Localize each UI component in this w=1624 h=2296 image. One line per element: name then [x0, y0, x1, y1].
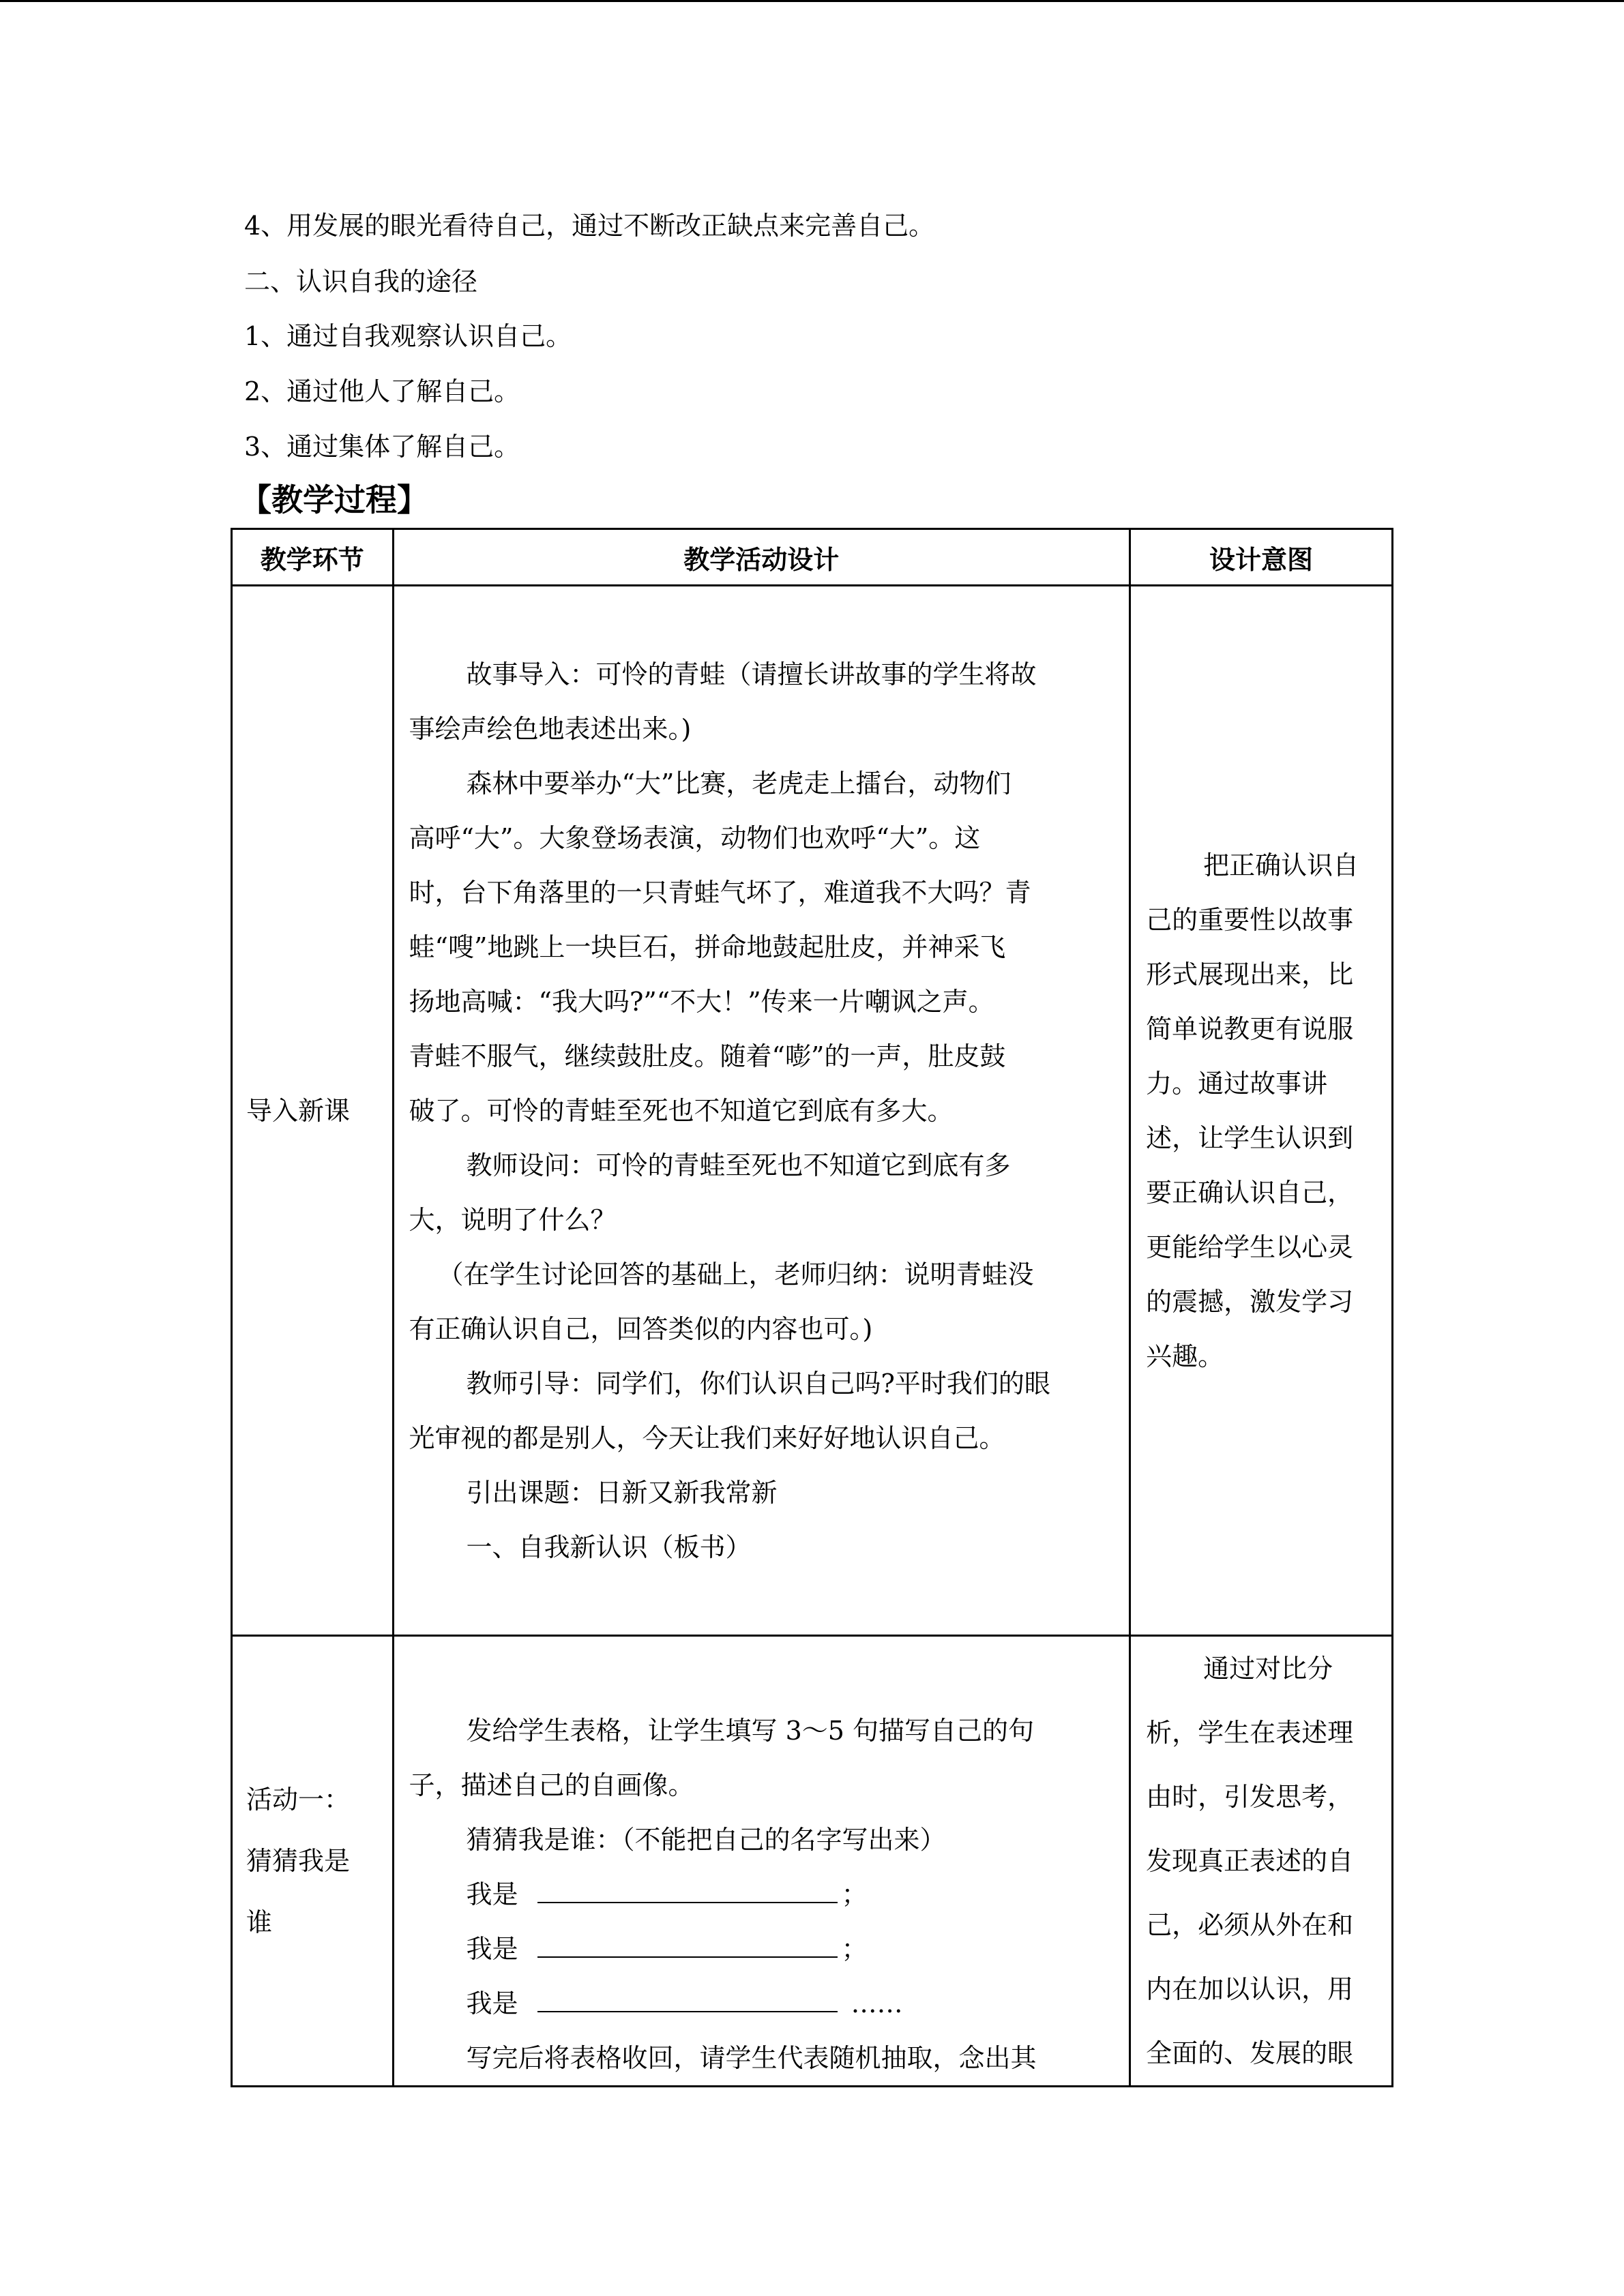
intent-text-line: 简单说教更有说服: [1146, 1013, 1354, 1044]
design-text-line: 故事导入：可怜的青蛙（请擅长讲故事的学生将故: [466, 659, 1037, 689]
fill-blank: [537, 1881, 838, 1903]
fill-line: [409, 1922, 1114, 1976]
intro-line-5: 3、通过集体了解自己。: [244, 432, 520, 462]
design-text-line: 高呼“大”。大象登场表演，动物们也欢呼“大”。这: [409, 822, 981, 853]
design-text-line: 教师引导：同学们，你们认识自己吗?平时我们的眼: [466, 1368, 1050, 1399]
intent-text-line: 要正确认识自己，: [1146, 1177, 1354, 1208]
design-text-line: 猜猜我是谁：（不能把自己的名字写出来）: [466, 1825, 946, 1855]
fill-prefix: 我是: [466, 1879, 518, 1909]
intent-text-line: 的震撼，激发学习: [1146, 1286, 1354, 1317]
table-row: [232, 586, 1393, 1636]
intent-text-line: 全面的、发展的眼: [1146, 2038, 1354, 2068]
intent-text-line: 更能给学生以心灵: [1146, 1232, 1354, 1262]
design-text-line: 教师设问：可怜的青蛙至死也不知道它到底有多: [466, 1150, 1011, 1180]
intent-text-line: 内在加以认识，用: [1146, 1974, 1354, 2004]
design-text-line: （在学生讨论回答的基础上，老师归纳：说明青蛙没: [437, 1259, 1034, 1289]
design-text-line: 写完后将表格收回，请学生代表随机抽取，念出其: [466, 2043, 1037, 2073]
stage-label-line: 谁: [246, 1907, 273, 1937]
intent-text-line: 力。通过故事讲: [1146, 1068, 1328, 1099]
design-text-line: 引出课题：日新又新我常新: [466, 1477, 778, 1508]
intent-text-line: 析，学生在表述理: [1146, 1718, 1354, 1748]
fill-prefix: 我是: [466, 1988, 518, 2018]
design-text-line: 发给学生表格，让学生填写 3～5 句描写自己的句: [466, 1716, 1035, 1746]
design-text-line: 子，描述自己的自画像。: [409, 1770, 694, 1800]
design-text-line: 扬地高喊：“我大吗?”“不大！”传来一片嘲讽之声。: [409, 986, 994, 1017]
design-text-line: 光审视的都是别人，今天让我们来好好地认识自己。: [409, 1422, 1005, 1453]
fill-blank: [537, 1991, 838, 2012]
intent-text-line: 由时，引发思考，: [1146, 1782, 1354, 1812]
design-text-line: 森林中要举办“大”比赛，老虎走上擂台，动物们: [466, 768, 1012, 799]
fill-prefix: 我是: [466, 1934, 518, 1964]
design-text-line: 大，说明了什么？: [409, 1204, 617, 1235]
stage-cell: [232, 586, 394, 1636]
lesson-table: [231, 528, 1393, 2087]
design-text-line: 时，台下角落里的一只青蛙气坏了，难道我不大吗？青: [409, 877, 1031, 908]
design-text-line: 一、自我新认识（板书）: [466, 1532, 752, 1562]
page-top-border: [0, 0, 1624, 2]
header-stage: 教学环节: [232, 529, 394, 586]
stage-label-line: 猜猜我是: [246, 1846, 351, 1876]
design-text-line: 蛙“嗖”地跳上一块巨石，拼命地鼓起肚皮，并神采飞: [409, 931, 1006, 962]
fill-line: [409, 1867, 1114, 1922]
intent-text-line: 通过对比分: [1203, 1654, 1333, 1684]
fill-suffix: ；: [841, 1934, 868, 1964]
design-text-line: 事绘声绘色地表述出来。): [409, 713, 692, 744]
stage-label: 导入新课: [246, 1095, 351, 1126]
header-design: 教学活动设计: [393, 529, 1130, 586]
header-intent: 设计意图: [1130, 529, 1393, 586]
design-text-line: 破了。可怜的青蛙至死也不知道它到底有多大。: [409, 1095, 954, 1126]
intro-line-4: 2、通过他人了解自己。: [244, 376, 520, 406]
table-row: [232, 1636, 1393, 2087]
fill-line: [409, 1976, 1114, 2031]
design-text-line: 青蛙不服气，继续鼓肚皮。随着“嘭”的一声，肚皮鼓: [409, 1041, 1006, 1071]
intent-text-line: 己，必须从外在和: [1146, 1910, 1354, 1940]
table-header-row: [232, 529, 1393, 586]
intent-text-line: 兴趣。: [1146, 1341, 1224, 1371]
fill-suffix: ；: [841, 1879, 868, 1909]
design-cell: [393, 586, 1130, 1636]
design-cell: [393, 1636, 1130, 2087]
intent-text-line: 形式展现出来，比: [1146, 959, 1354, 989]
stage-cell: [232, 1636, 394, 2087]
intent-text-line: 把正确认识自: [1203, 850, 1359, 880]
fill-suffix: ……: [851, 1988, 903, 2018]
section-heading: 【教学过程】: [240, 481, 428, 518]
intent-text-line: 己的重要性以故事: [1146, 904, 1354, 935]
intent-cell: [1130, 1636, 1393, 2087]
intro-heading-2: 二、认识自我的途径: [244, 267, 478, 297]
fill-blank: [537, 1936, 838, 1958]
intent-text-line: 述，让学生认识到: [1146, 1122, 1354, 1153]
design-text-line: 有正确认识自己，回答类似的内容也可。): [409, 1313, 873, 1344]
intent-cell: [1130, 586, 1393, 1636]
intent-text-line: 发现真正表述的自: [1146, 1846, 1354, 1876]
intro-line-3: 1、通过自我观察认识自己。: [244, 321, 572, 351]
intro-line-1: 4、用发展的眼光看待自己，通过不断改正缺点来完善自己。: [244, 211, 935, 241]
stage-label-line: 活动一：: [246, 1785, 351, 1815]
